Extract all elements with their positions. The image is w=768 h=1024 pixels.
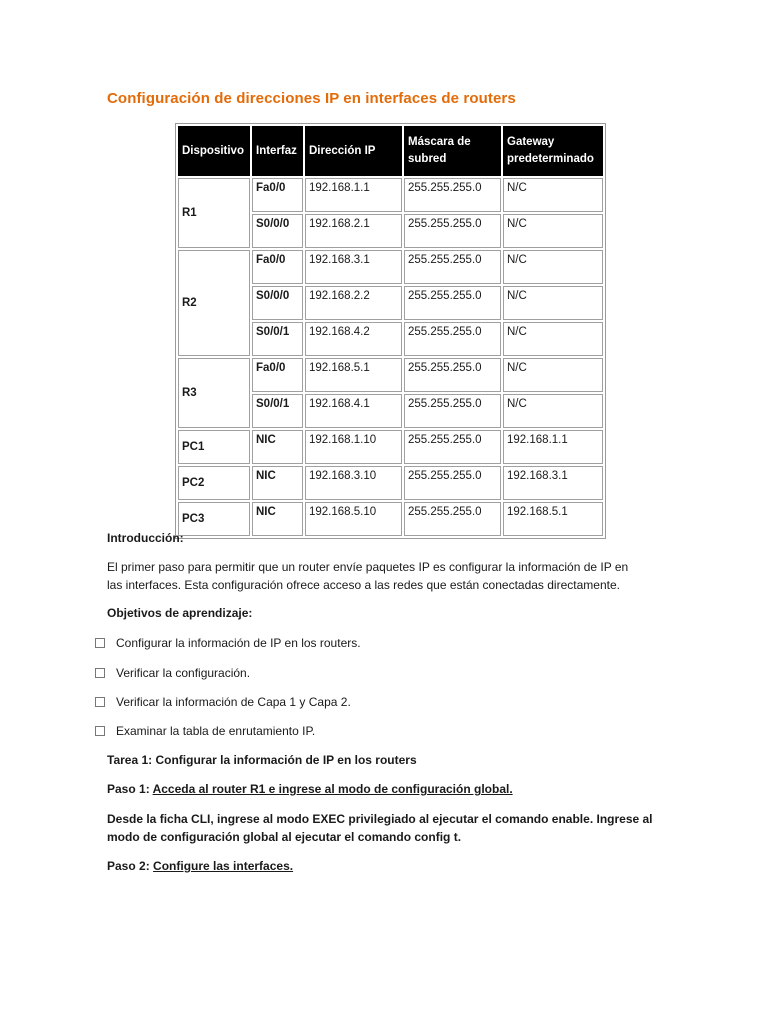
step1-desc-line-1: Desde la ficha CLI, ingrese al modo EXEC privilegiado al ejecutar el comando enable. Ingrese al bbox=[107, 812, 653, 826]
interface-cell: Fa0/0 bbox=[252, 250, 303, 284]
task1-heading: Tarea 1: Configurar la información de IP en los routers bbox=[107, 753, 417, 767]
objective-text: Configurar la información de IP en los routers. bbox=[116, 636, 361, 650]
list-item bbox=[95, 635, 361, 651]
ip-address-table bbox=[175, 123, 606, 539]
mask-cell: 255.255.255.0 bbox=[404, 286, 501, 320]
gateway-cell: N/C bbox=[503, 214, 603, 248]
device-cell: R2 bbox=[178, 250, 250, 356]
gateway-cell: N/C bbox=[503, 358, 603, 392]
intro-line-2: las interfaces. Esta configuración ofrece acceso a las redes que están conectadas directamente. bbox=[107, 578, 620, 592]
ip-cell: 192.168.4.1 bbox=[305, 394, 402, 428]
list-item bbox=[95, 694, 351, 710]
step1-desc-line-2: modo de configuración global al ejecutar el comando config t. bbox=[107, 830, 462, 844]
header-ip: Dirección IP bbox=[305, 126, 402, 176]
interface-cell: NIC bbox=[252, 502, 303, 536]
table-header-row bbox=[178, 126, 603, 176]
step1-prefix: Paso 1: bbox=[107, 782, 153, 796]
interface-cell: S0/0/1 bbox=[252, 322, 303, 356]
step2-link[interactable]: Configure las interfaces. bbox=[153, 859, 294, 873]
objective-text: Examinar la tabla de enrutamiento IP. bbox=[116, 724, 316, 738]
device-cell: PC3 bbox=[178, 502, 250, 536]
table-row bbox=[178, 178, 603, 212]
device-cell: R1 bbox=[178, 178, 250, 248]
gateway-cell: N/C bbox=[503, 394, 603, 428]
gateway-cell: N/C bbox=[503, 250, 603, 284]
gateway-cell: N/C bbox=[503, 286, 603, 320]
device-cell: R3 bbox=[178, 358, 250, 428]
step2-line bbox=[107, 857, 293, 875]
table-row bbox=[178, 502, 603, 536]
step2-prefix: Paso 2: bbox=[107, 859, 154, 873]
mask-cell: 255.255.255.0 bbox=[404, 502, 501, 536]
ip-cell: 192.168.3.1 bbox=[305, 250, 402, 284]
interface-cell: Fa0/0 bbox=[252, 358, 303, 392]
ip-cell: 192.168.2.1 bbox=[305, 214, 402, 248]
interface-cell: S0/0/1 bbox=[252, 394, 303, 428]
mask-cell: 255.255.255.0 bbox=[404, 178, 501, 212]
interface-cell: NIC bbox=[252, 430, 303, 464]
gateway-cell: 192.168.3.1 bbox=[503, 466, 603, 500]
ip-cell: 192.168.1.10 bbox=[305, 430, 402, 464]
gateway-cell: N/C bbox=[503, 178, 603, 212]
mask-cell: 255.255.255.0 bbox=[404, 430, 501, 464]
interface-cell: NIC bbox=[252, 466, 303, 500]
table-row bbox=[178, 466, 603, 500]
step1-link[interactable]: Acceda al router R1 e ingrese al modo de configuración global. bbox=[152, 782, 513, 796]
header-device: Dispositivo bbox=[178, 126, 250, 176]
mask-cell: 255.255.255.0 bbox=[404, 214, 501, 248]
list-item bbox=[95, 665, 250, 681]
mask-cell: 255.255.255.0 bbox=[404, 250, 501, 284]
table-row bbox=[178, 358, 603, 392]
ip-cell: 192.168.3.10 bbox=[305, 466, 402, 500]
table-row bbox=[178, 250, 603, 284]
interface-cell: S0/0/0 bbox=[252, 286, 303, 320]
ip-cell: 192.168.2.2 bbox=[305, 286, 402, 320]
mask-cell: 255.255.255.0 bbox=[404, 322, 501, 356]
device-cell: PC1 bbox=[178, 430, 250, 464]
mask-cell: 255.255.255.0 bbox=[404, 358, 501, 392]
gateway-cell: 192.168.5.1 bbox=[503, 502, 603, 536]
document-title: Configuración de direcciones IP en interfaces de routers bbox=[107, 90, 516, 107]
objective-text: Verificar la configuración. bbox=[116, 666, 251, 680]
header-mask: Máscara de subred bbox=[404, 126, 501, 176]
device-cell: PC2 bbox=[178, 466, 250, 500]
header-interface: Interfaz bbox=[252, 126, 303, 176]
gateway-cell: N/C bbox=[503, 322, 603, 356]
header-gateway: Gateway predeterminado bbox=[503, 126, 603, 176]
ip-cell: 192.168.5.1 bbox=[305, 358, 402, 392]
intro-line-1: El primer paso para permitir que un router envíe paquetes IP es configurar la información de IP en bbox=[107, 560, 629, 574]
step1-line bbox=[107, 780, 513, 798]
checkbox-square-icon bbox=[95, 697, 105, 707]
intro-heading: Introducción: bbox=[107, 531, 184, 545]
objectives-heading: Objetivos de aprendizaje: bbox=[107, 606, 253, 620]
table-row bbox=[178, 430, 603, 464]
list-item bbox=[95, 723, 315, 739]
ip-cell: 192.168.1.1 bbox=[305, 178, 402, 212]
checkbox-square-icon bbox=[95, 638, 105, 648]
gateway-cell: 192.168.1.1 bbox=[503, 430, 603, 464]
mask-cell: 255.255.255.0 bbox=[404, 394, 501, 428]
ip-cell: 192.168.5.10 bbox=[305, 502, 402, 536]
checkbox-square-icon bbox=[95, 668, 105, 678]
mask-cell: 255.255.255.0 bbox=[404, 466, 501, 500]
interface-cell: Fa0/0 bbox=[252, 178, 303, 212]
interface-cell: S0/0/0 bbox=[252, 214, 303, 248]
ip-cell: 192.168.4.2 bbox=[305, 322, 402, 356]
objective-text: Verificar la información de Capa 1 y Capa 2. bbox=[116, 695, 351, 709]
checkbox-square-icon bbox=[95, 726, 105, 736]
